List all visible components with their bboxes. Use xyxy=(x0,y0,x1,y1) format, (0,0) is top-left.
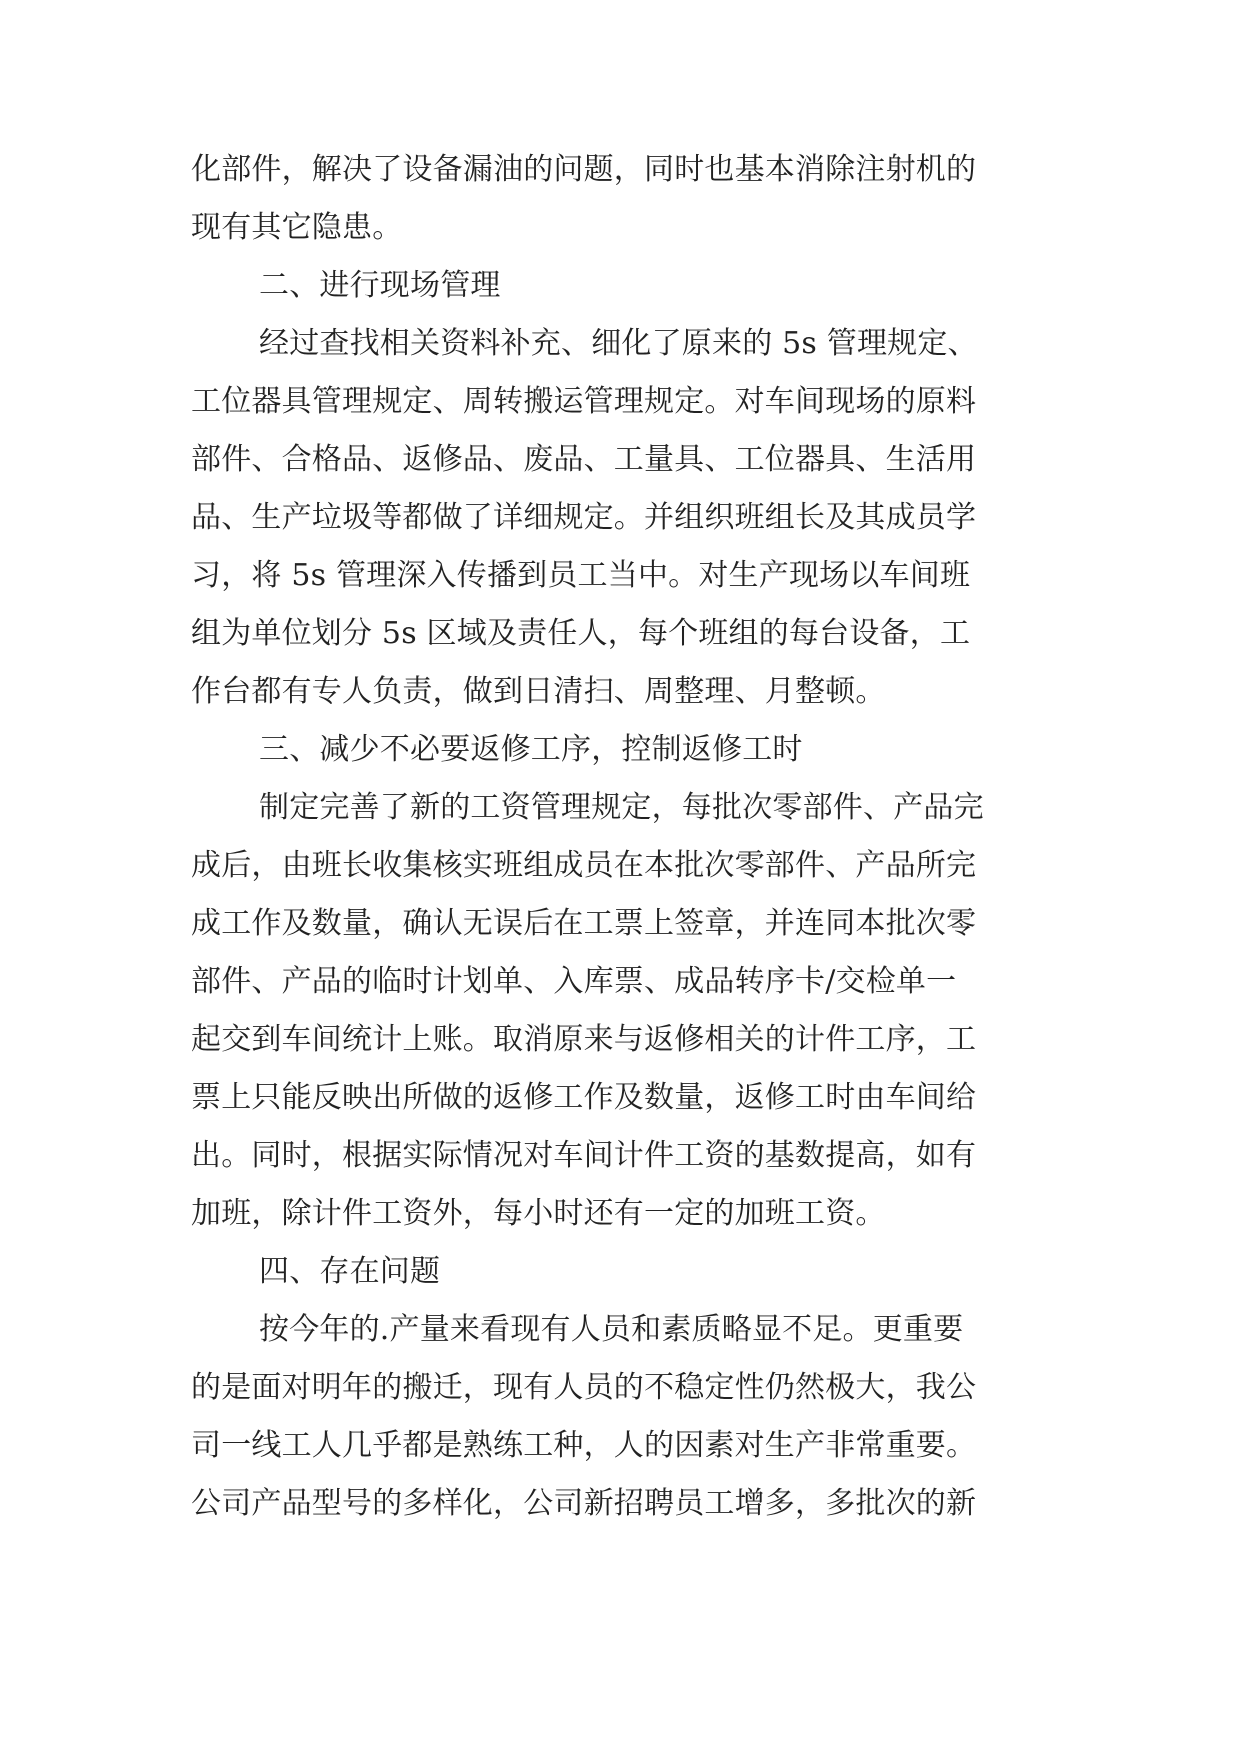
text-line: 化部件，解决了设备漏油的问题，同时也基本消除注射机的 xyxy=(191,152,977,187)
text-line: 作台都有专人负责，做到日清扫、周整理、月整顿。 xyxy=(191,674,886,709)
text-line: 成工作及数量，确认无误后在工票上签章，并连同本批次零 xyxy=(191,906,977,941)
text-line: 部件、产品的临时计划单、入库票、成品转序卡/交检单一 xyxy=(191,964,957,999)
text-line: 出。同时，根据实际情况对车间计件工资的基数提高，如有 xyxy=(191,1138,977,1173)
text-line: 票上只能反映出所做的返修工作及数量，返修工时由车间给 xyxy=(191,1080,977,1115)
text-line: 司一线工人几乎都是熟练工种，人的因素对生产非常重要。 xyxy=(191,1428,977,1463)
text-line: 制定完善了新的工资管理规定，每批次零部件、产品完 xyxy=(259,790,984,825)
text-line: 品、生产垃圾等都做了详细规定。并组织班组长及其成员学 xyxy=(191,500,977,535)
text-line: 经过查找相关资料补充、细化了原来的 5s 管理规定、 xyxy=(259,326,978,361)
text-line: 习，将 5s 管理深入传播到员工当中。对生产现场以车间班 xyxy=(191,558,971,593)
text-line: 按今年的.产量来看现有人员和素质略显不足。更重要 xyxy=(259,1312,964,1347)
section-heading: 四、存在问题 xyxy=(259,1254,441,1289)
text-line: 部件、合格品、返修品、废品、工量具、工位器具、生活用 xyxy=(191,442,977,477)
text-line: 加班，除计件工资外，每小时还有一定的加班工资。 xyxy=(191,1196,886,1231)
text-line: 工位器具管理规定、周转搬运管理规定。对车间现场的原料 xyxy=(191,384,977,419)
text-line: 公司产品型号的多样化，公司新招聘员工增多，多批次的新 xyxy=(191,1486,977,1521)
text-line: 成后，由班长收集核实班组成员在本批次零部件、产品所完 xyxy=(191,848,977,883)
section-heading: 三、减少不必要返修工序，控制返修工时 xyxy=(259,732,803,767)
text-line: 现有其它隐患。 xyxy=(191,210,403,245)
text-line: 的是面对明年的搬迁，现有人员的不稳定性仍然极大，我公 xyxy=(191,1370,977,1405)
text-line: 组为单位划分 5s 区域及责任人，每个班组的每台设备，工 xyxy=(191,616,971,651)
section-heading: 二、进行现场管理 xyxy=(259,268,501,303)
text-line: 起交到车间统计上账。取消原来与返修相关的计件工序，工 xyxy=(191,1022,977,1057)
